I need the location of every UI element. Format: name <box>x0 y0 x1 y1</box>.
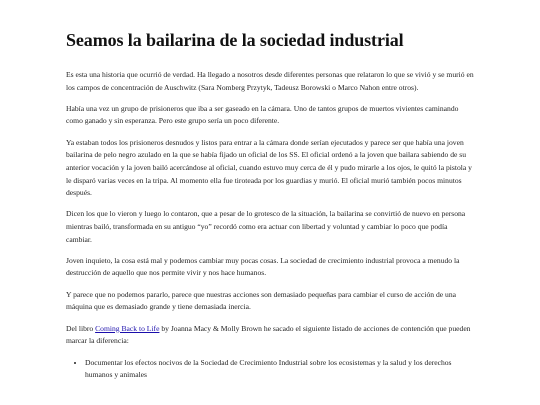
paragraph-book-source <box>66 323 474 348</box>
list-item: • Documentar los efectos nocivos de la Sociedad de Crecimiento Industrial sobre los ecosistemas y la salud y los derechos humanos y animales <box>85 357 474 382</box>
paragraph-cannot-stop: Y parece que no podemos pararlo, parece que nuestras acciones son demasiado pequeñas para cambiar el curso de acción de una máquina que es demasiado grande y tiene demasiada inercia. <box>66 289 456 312</box>
paragraph-prisoners: Había una vez un grupo de prisioneros que iba a ser gaseado en la cámara. Uno de tantos grupos de muertos vivientes caminando como ganado y sin esperanza. Pero este grupo sería un poco diferente. <box>66 103 459 126</box>
book-suffix-text: by Joanna Macy & Molly Brown he sacado el siguiente listado de acciones de contención que pueden marcar la diferencia: <box>66 323 471 346</box>
paragraph-witnesses: Dicen los que lo vieron y luego lo contaron, que a pesar de lo grotesco de la situación, la bailarina se convirtió de nuevo en persona mientras bailó, transformada en su antiguo “yo” recordó como era actuar con libertad y voluntad y cambiar lo poco que podía cambiar. <box>66 209 466 244</box>
paragraph-intro: Es esta una historia que ocurrió de verdad. Ha llegado a nosotros desde diferentes personas que relataron lo que se vivió y se murió en los campos de concentración de Auschwitz (Sara Nomberg Przytyk, Tadeusz Borowski o Marco Nahon entre otros). <box>66 70 474 92</box>
paragraph-young-restless: Joven inquieto, la cosa está mal y podemos cambiar muy pocas cosas. La sociedad de crecimiento industrial provoca a menudo la destrucción de aquello que nos permite vivir y nos hace humanos. <box>66 255 460 278</box>
paragraph-dancer-story: Ya estaban todos los prisioneros desnudos y listos para entrar a la cámara donde serían ejecutados y parece ser que había una joven bailarina de pelo negro azulado en la que se había fijado un oficial de los SS. El oficial ordenó a la joven que bailara sabiendo de su anterior vocación y la joven bailó acercándose al oficial, cuando estuvo muy cerca de él y pudo mirarle a los ojos, le quitó la pistola y le disparó varias veces en la tripa. Al momento ella fue tiroteada por los guardias y murió. El oficial murió también pocos minutos después. <box>66 137 472 198</box>
book-link[interactable]: Coming Back to Life <box>95 323 160 333</box>
article-title: Seamos la bailarina de la sociedad industrial <box>66 30 404 50</box>
actions-list <box>66 357 474 382</box>
article <box>66 28 474 382</box>
book-prefix-text: Del libro <box>66 323 96 333</box>
